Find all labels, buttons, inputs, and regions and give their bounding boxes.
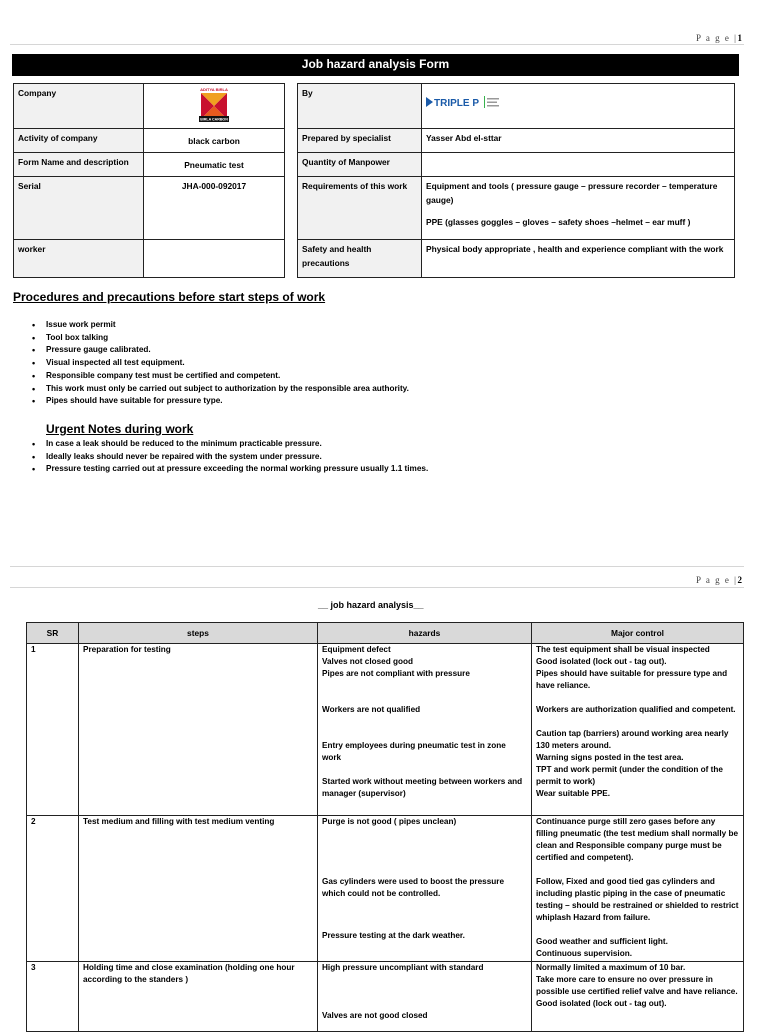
control-item: Continuous supervision. — [536, 949, 632, 958]
requirements-ppe: PPE (glasses goggles – gloves – safety shoes –helmet – ear muff ) — [426, 217, 691, 227]
page-number-value: 2 — [737, 575, 744, 585]
control-item: Caution tap (barriers) around working area nearly 130 meters around. — [536, 729, 729, 750]
hazard-item: Gas cylinders were used to boost the pressure which could not be controlled. — [322, 877, 505, 898]
row-controls — [532, 644, 744, 816]
page-label: P a g e | — [696, 33, 738, 43]
triple-p-logo — [426, 94, 500, 110]
table-row — [27, 962, 744, 1032]
control-item: Follow, Fixed and good tied gas cylinders and including plastic piping in the case of pneumatic testing – should be restrained or shielded to restrict whiplash Hazard from failure. — [536, 877, 739, 922]
row-step: Holding time and close examination (holding one hour according to the standers ) — [79, 962, 318, 1032]
list-item: • In case a leak should be reduced to the minimum practicable pressure. — [13, 438, 428, 451]
prepared-value: Yasser Abd el-sttar — [422, 129, 735, 153]
table-row — [27, 644, 744, 816]
control-item: Good weather and sufficient light. — [536, 937, 668, 946]
column-header-sr: SR — [27, 623, 79, 644]
hazard-table-header — [27, 623, 744, 644]
row-sr: 1 — [27, 644, 79, 816]
control-item: Pipes should have suitable for pressure type and have reliance. — [536, 669, 728, 690]
triple-p-logo-text: TRIPLE P — [434, 98, 480, 109]
hazard-table — [26, 622, 744, 1032]
control-item: Warning signs posted in the test area. — [536, 753, 684, 762]
hazard-item: High pressure uncompliant with standard — [322, 963, 484, 972]
info-table-right — [297, 83, 735, 278]
activity-value: black carbon — [144, 129, 285, 153]
page-number-value: 1 — [737, 33, 744, 43]
hazard-item: Entry employees during pneumatic test in zone work — [322, 741, 506, 762]
column-header-control: Major control — [532, 623, 744, 644]
serial-value: JHA-000-092017 — [144, 177, 285, 240]
hazard-item: Purge is not good ( pipes unclean) — [322, 817, 457, 826]
prepared-label: Prepared by specialist — [298, 129, 422, 153]
serial-label: Serial — [14, 177, 144, 240]
row-step: Preparation for testing — [79, 644, 318, 816]
list-item: • Responsible company test must be certified and competent. — [13, 370, 409, 383]
list-item: • Issue work permit — [13, 319, 409, 332]
control-item: Normally limited a maximum of 10 bar. — [536, 963, 686, 972]
control-item: Good isolated (lock out - tag out). — [536, 657, 667, 666]
procedures-heading: Procedures and precautions before start steps of work — [13, 290, 326, 304]
table-row — [27, 816, 744, 962]
form-title: Job hazard analysis Form — [12, 54, 739, 76]
header-rule-1 — [10, 44, 744, 45]
form-name-label: Form Name and description — [14, 153, 144, 177]
page-divider — [10, 566, 744, 567]
logo-text-bottom: BIRLA CARBON — [200, 117, 228, 122]
hazard-item: Equipment defect — [322, 645, 391, 654]
requirements-value — [422, 177, 735, 240]
manpower-value — [422, 153, 735, 177]
hazard-item: Valves are not good closed — [322, 1011, 428, 1020]
by-label: By — [298, 84, 422, 129]
urgent-notes-list — [13, 438, 428, 476]
hazard-item: Pressure testing at the dark weather. — [322, 931, 465, 940]
list-item: • Tool box talking — [13, 332, 409, 345]
hazard-item: Workers are not qualified — [322, 705, 421, 714]
hazard-item: Pipes are not compliant with pressure — [322, 669, 470, 678]
requirements-tools: Equipment and tools ( pressure gauge – pressure recorder – temperature gauge) — [426, 181, 718, 205]
worker-label: worker — [14, 240, 144, 278]
page-label: P a g e | — [696, 575, 738, 585]
row-step: Test medium and filling with test medium venting — [79, 816, 318, 962]
by-logo-cell — [422, 84, 735, 129]
company-logo-cell — [144, 84, 285, 129]
row-controls — [532, 816, 744, 962]
row-controls — [532, 962, 744, 1032]
company-label: Company — [14, 84, 144, 129]
control-item: TPT and work permit (under the condition of the permit to work) — [536, 765, 723, 786]
requirements-label: Requirements of this work — [298, 177, 422, 240]
safety-label: Safety and health precautions — [298, 240, 422, 278]
row-sr: 3 — [27, 962, 79, 1032]
urgent-heading: Urgent Notes during work — [46, 422, 194, 436]
activity-label: Activity of company — [14, 129, 144, 153]
safety-value: Physical body appropriate , health and experience compliant with the work — [422, 240, 735, 278]
analysis-subtitle: __ job hazard analysis__ — [318, 600, 424, 610]
hazard-item: Started work without meeting between workers and manager (supervisor) — [322, 777, 523, 798]
control-item: Workers are authorization qualified and competent. — [536, 705, 736, 714]
list-item: • Visual inspected all test equipment. — [13, 357, 409, 370]
list-item: • Ideally leaks should never be repaired with the system under pressure. — [13, 451, 428, 464]
column-header-steps: steps — [79, 623, 318, 644]
control-item: The test equipment shall be visual inspected — [536, 645, 710, 654]
header-rule-2 — [10, 587, 744, 588]
worker-value — [144, 240, 285, 278]
row-hazards — [318, 816, 532, 962]
row-hazards — [318, 644, 532, 816]
page-number-1 — [696, 33, 743, 43]
list-item: • Pressure gauge calibrated. — [13, 344, 409, 357]
row-sr: 2 — [27, 816, 79, 962]
hazard-item: Valves not closed good — [322, 657, 413, 666]
control-item: Good isolated (lock out - tag out). — [536, 999, 667, 1008]
procedures-list — [13, 319, 409, 408]
list-item: • This work must only be carried out subject to authorization by the responsible area authority. — [13, 383, 409, 396]
form-name-value: Pneumatic test — [144, 153, 285, 177]
control-item: Wear suitable PPE. — [536, 789, 611, 798]
list-item: • Pressure testing carried out at pressure exceeding the normal working pressure usually 1.1 times. — [13, 463, 428, 476]
row-hazards — [318, 962, 532, 1032]
info-table-left — [13, 83, 285, 278]
column-header-hazards: hazards — [318, 623, 532, 644]
list-item: • Pipes should have suitable for pressure type. — [13, 395, 409, 408]
aditya-birla-logo — [193, 86, 235, 122]
control-item: Continuance purge still zero gases before any filling pneumatic (the test medium shall normally be clean and Responsible company purge must be certified and competent). — [536, 817, 738, 862]
logo-text-top: ADITYA BIRLA — [200, 87, 228, 92]
page-number-2 — [696, 575, 743, 585]
control-item: Take more care to ensure no over pressure in possible use certified relief valve and have reliance. — [536, 975, 738, 996]
manpower-label: Quantity of Manpower — [298, 153, 422, 177]
